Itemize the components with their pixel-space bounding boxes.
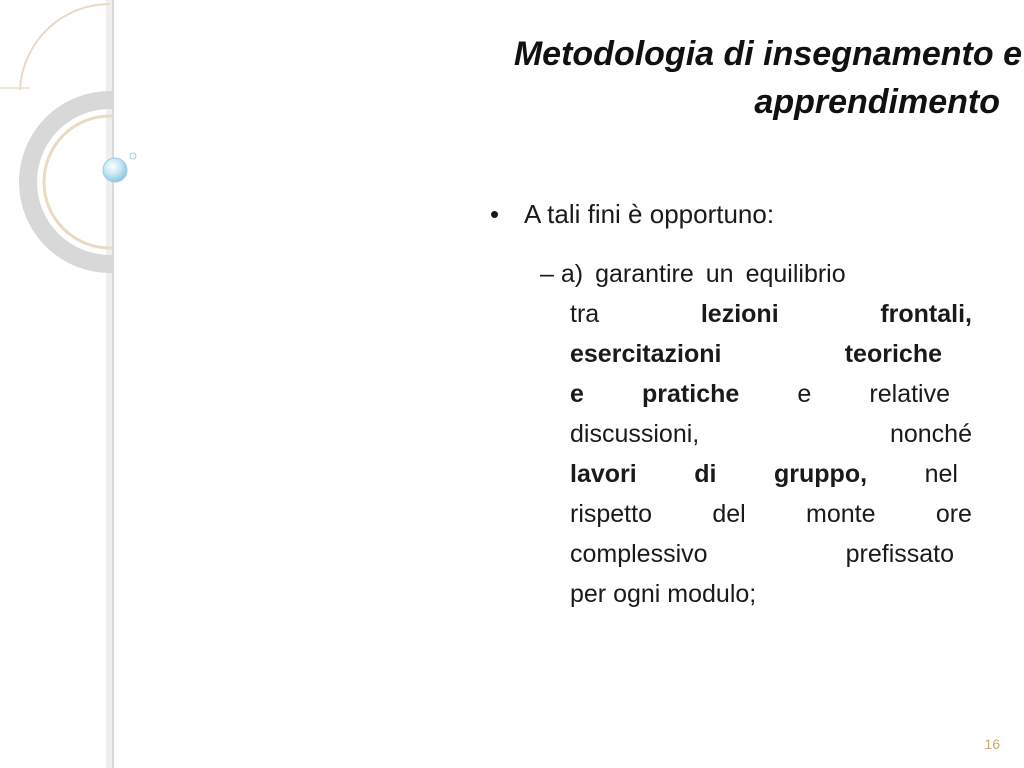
word: un (705, 260, 734, 288)
sub-line (540, 294, 972, 334)
word: pratiche (642, 380, 740, 408)
bullet-item (490, 196, 990, 232)
word: nel (924, 460, 958, 488)
bullet-marker: • (490, 199, 500, 229)
word: nonché (889, 420, 972, 448)
word: monte (806, 500, 876, 528)
word: lavori (570, 460, 637, 488)
word: relative (869, 380, 950, 408)
word: e (570, 380, 584, 408)
sub-line (540, 374, 972, 414)
word: discussioni, (570, 420, 700, 448)
word: teoriche (844, 340, 942, 368)
sub-line (540, 574, 972, 614)
word: e (797, 380, 812, 408)
sub-line (540, 414, 972, 454)
sub-line (540, 254, 972, 294)
sub-line (540, 334, 972, 374)
word: garantire (595, 260, 694, 288)
word: prefissato (845, 540, 954, 568)
word: del (712, 500, 746, 528)
word: rispetto (570, 500, 652, 528)
word: per ogni modulo; (570, 580, 757, 608)
decorative-rings (0, 0, 140, 768)
word: equilibrio (745, 260, 846, 288)
word: tra (570, 300, 600, 328)
slide-title (300, 30, 1022, 126)
word: gruppo, (774, 460, 868, 488)
word: frontali, (880, 300, 972, 328)
title-line-1: Metodologia di insegnamento e (513, 35, 1022, 73)
word: esercitazioni (570, 340, 722, 368)
word: complessivo (570, 540, 708, 568)
word: ore (935, 500, 972, 528)
page-number: 16 (984, 736, 1000, 752)
sub-line (540, 494, 972, 534)
sub-line (540, 454, 972, 494)
title-line-2: apprendimento (754, 83, 1000, 121)
top-arc (20, 4, 110, 90)
word: – a) (540, 260, 584, 288)
word: di (694, 460, 717, 488)
sub-line (540, 534, 972, 574)
bullet-text: A tali fini è opportuno: (524, 199, 775, 229)
word: lezioni (700, 300, 779, 328)
sub-item (540, 254, 972, 614)
